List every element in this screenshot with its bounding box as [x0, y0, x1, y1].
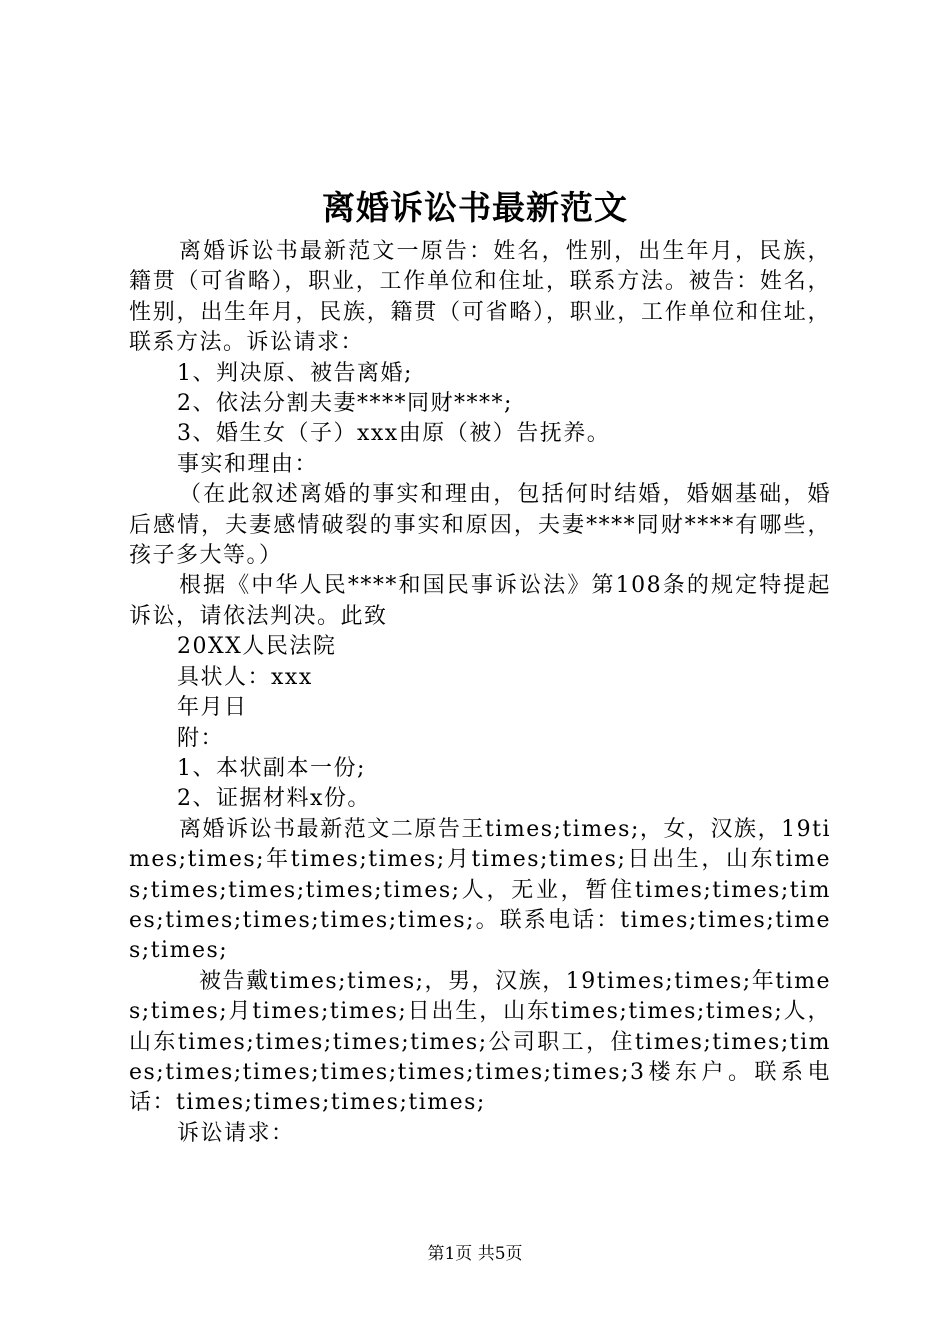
paragraph: 附： — [177, 725, 225, 751]
paragraph: 1、判决原、被告离婚; — [177, 360, 413, 386]
paragraph: 年月日 — [177, 695, 248, 721]
paragraph: 具状人：xxx — [177, 664, 313, 690]
document-body — [129, 237, 831, 1149]
paragraph: （在此叙述离婚的事实和理由，包括何时结婚，婚姻基础，婚后感情，夫妻感情破裂的事实和原因，夫妻****同财****有哪些，孩子多大等。） — [129, 482, 831, 569]
paragraph: 根据《中华人民****和国民事诉讼法》第108条的规定特提起诉讼，请依法判决。此致 — [129, 573, 831, 629]
paragraph: 事实和理由： — [177, 451, 319, 477]
paragraph: 被告戴times;times;，男，汉族，19times;times;年times;times;月times;times;日出生，山东times;times;times;人，山东times;times;times;times;公司职工，住times;times;times;times;times;times;times;times;times;3楼东户。联系电话：times;times;times;times; — [129, 968, 831, 1116]
page-footer: 第1页 共5页 — [427, 1244, 523, 1264]
document-title: 离婚诉讼书最新范文 — [322, 188, 628, 227]
paragraph: 离婚诉讼书最新范文二原告王times;times;，女，汉族，19times;times;年times;times;月times;times;日出生，山东times;times;times;times;times;人，无业，暂住times;times;times;times;times;times;times;。联系电话：times;times;times;times; — [129, 816, 831, 964]
paragraph: 20XX人民法院 — [177, 634, 337, 660]
paragraph: 离婚诉讼书最新范文一原告：姓名，性别，出生年月，民族，籍贯（可省略），职业，工作单位和住址，联系方法。被告：姓名，性别，出生年月，民族，籍贯（可省略），职业，工作单位和住址，联系方法。诉讼请求： — [129, 239, 831, 356]
paragraph: 3、婚生女（子）xxx由原（被）告抚养。 — [177, 421, 611, 447]
paragraph: 诉讼请求： — [177, 1120, 295, 1146]
paragraph: 2、依法分割夫妻****同财****; — [177, 391, 513, 417]
paragraph: 1、本状副本一份; — [177, 755, 366, 781]
paragraph: 2、证据材料x份。 — [177, 786, 371, 812]
